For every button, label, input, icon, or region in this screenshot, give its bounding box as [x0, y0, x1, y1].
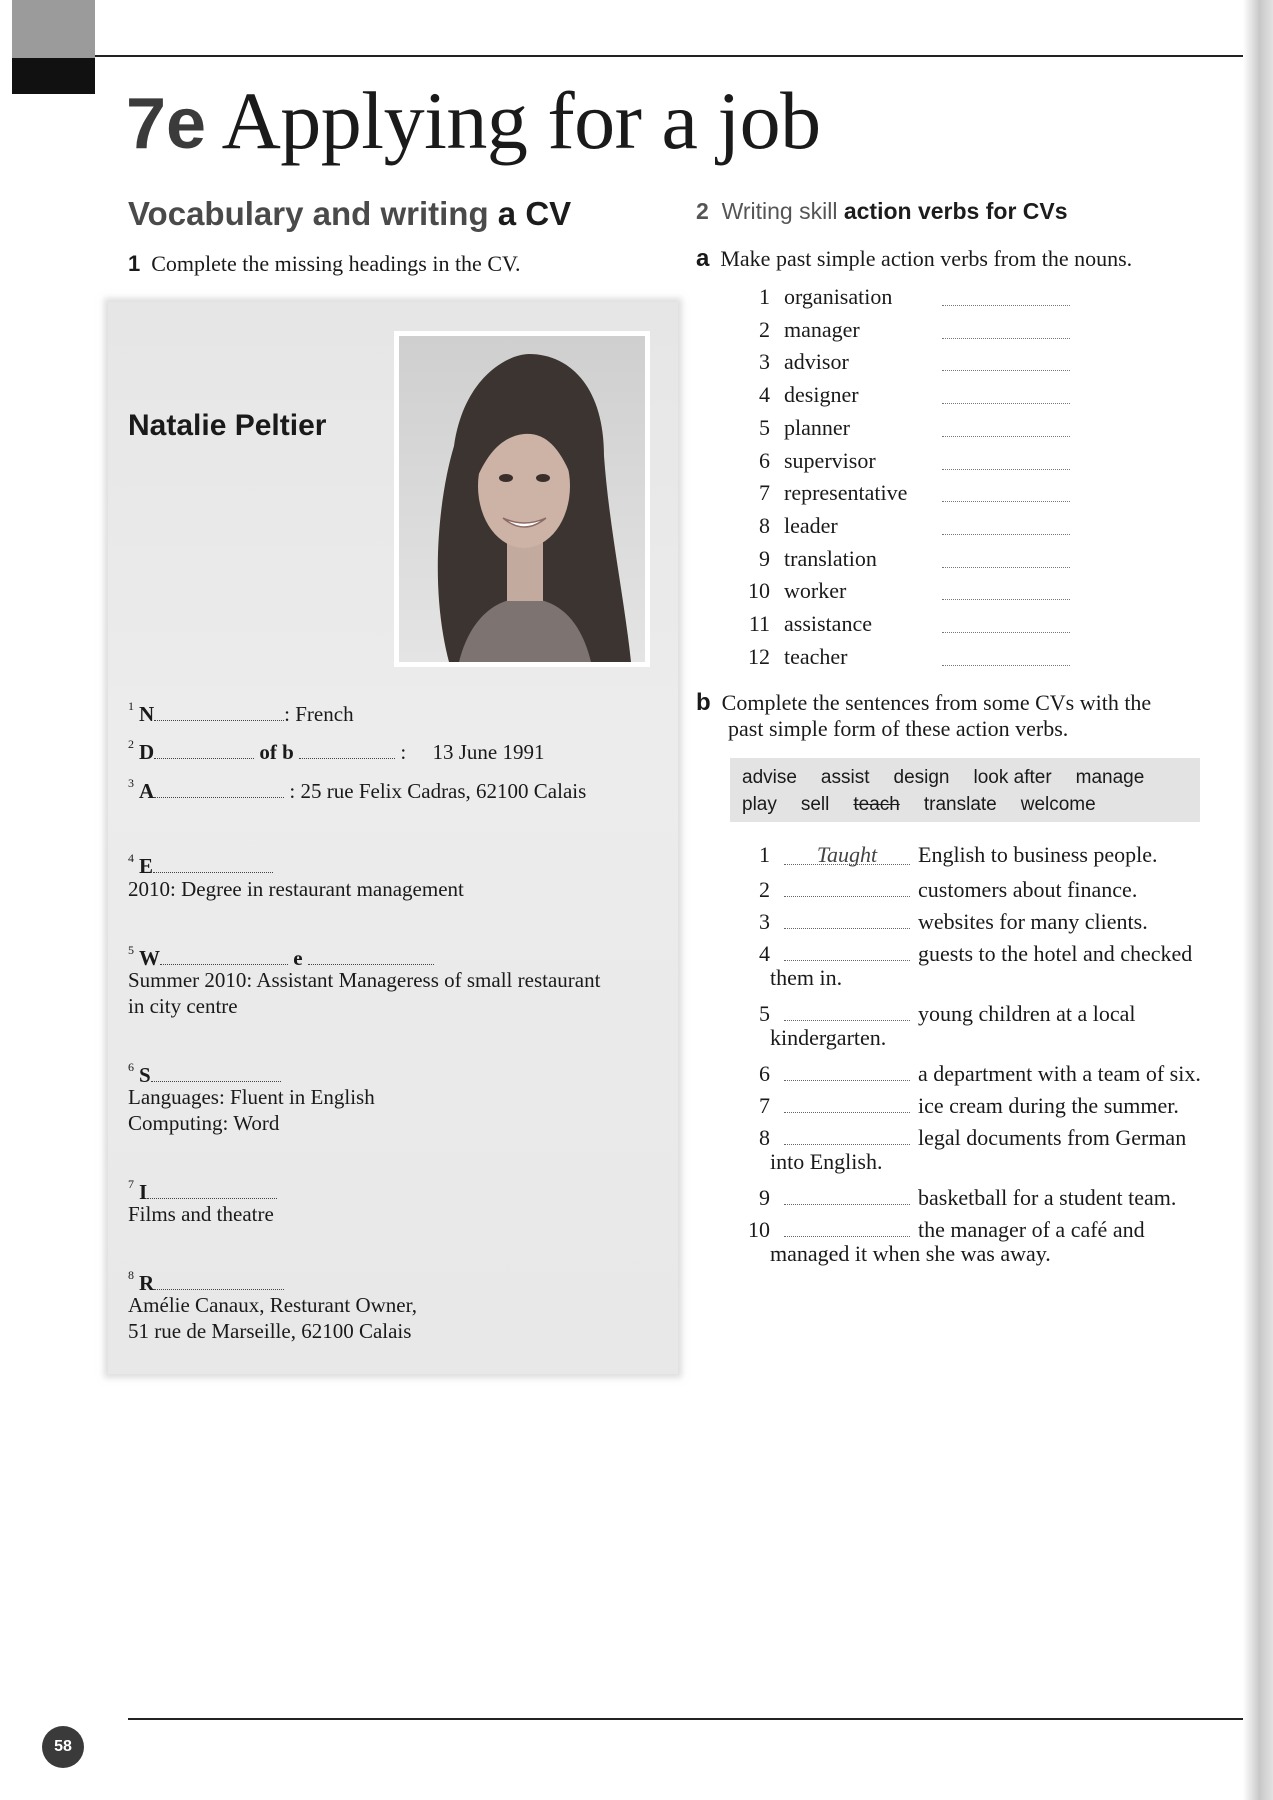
answer-blank[interactable] [784, 998, 910, 1021]
top-rule [95, 55, 1260, 57]
section-heading-light: Vocabulary and writing [128, 195, 498, 232]
noun-item [736, 284, 892, 310]
verb-row-1 [742, 764, 1188, 791]
noun-item [736, 644, 848, 670]
noun-item [736, 611, 872, 637]
cv-nationality-row [128, 696, 354, 727]
heading-blank[interactable] [308, 946, 434, 965]
noun-word: leader [784, 512, 838, 538]
portrait-photo [394, 331, 650, 667]
verb-option: advise [742, 767, 797, 788]
cv-education-text: 2010: Degree in restaurant management [128, 877, 464, 901]
noun-number: 4 [759, 382, 770, 408]
unit-code: 7e [126, 84, 207, 164]
verb-option: sell [800, 794, 830, 815]
noun-item [736, 349, 849, 375]
section-heading-dark: a CV [497, 195, 572, 232]
heading-initial: N [139, 702, 155, 726]
bottom-rule [128, 1718, 1260, 1720]
noun-number: 9 [759, 545, 770, 571]
sentence-number: 2 [759, 877, 770, 902]
sentence-number: 8 [759, 1125, 770, 1150]
noun-item [736, 480, 907, 506]
answer-blank[interactable]: Taught [784, 842, 910, 865]
answer-blank[interactable] [942, 304, 1070, 306]
answer-blank[interactable] [942, 664, 1070, 666]
item-number: 6 [128, 1060, 134, 1074]
answer-blank[interactable] [942, 337, 1070, 339]
page-number: 58 [42, 1726, 84, 1768]
verb-option: design [893, 767, 950, 788]
heading-blank[interactable] [154, 1271, 284, 1290]
sentence-text: customers about finance. [918, 877, 1138, 902]
sentence-item [736, 998, 1135, 1027]
noun-word: assistance [784, 611, 872, 636]
dob-value: 13 June 1991 [432, 740, 545, 764]
noun-item [736, 382, 859, 408]
heading-initial: E [139, 854, 154, 878]
exercise-2-number: 2 [696, 198, 709, 224]
sentence-item [736, 938, 1192, 967]
noun-number: 3 [759, 349, 770, 375]
sentence-number: 9 [759, 1185, 770, 1210]
exercise-1-number: 1 [128, 251, 141, 276]
verb-row-2 [742, 791, 1188, 818]
answer-blank[interactable] [784, 1058, 910, 1081]
answer-blank[interactable] [784, 1090, 910, 1113]
section-heading [128, 195, 571, 233]
answer-blank[interactable] [784, 1214, 910, 1237]
item-number: 4 [128, 851, 134, 865]
heading-initial: A [139, 779, 155, 803]
heading-initial: D [139, 740, 155, 764]
answer-blank[interactable] [942, 631, 1070, 633]
heading-blank[interactable] [154, 702, 284, 721]
sentence-number: 3 [759, 909, 770, 934]
sentence-text: guests to the hotel and checked [918, 941, 1193, 966]
exercise-2b-letter: b [696, 689, 711, 716]
answer-blank[interactable] [942, 369, 1070, 371]
noun-item [736, 513, 838, 539]
sentence-item [736, 906, 1148, 935]
heading-initial: S [139, 1063, 151, 1087]
answer-blank[interactable] [942, 598, 1070, 600]
heading-initial: R [139, 1271, 155, 1295]
exercise-1-instruction [128, 251, 521, 277]
address-value: : 25 rue Felix Cadras, 62100 Calais [289, 779, 587, 803]
answer-blank[interactable] [784, 1122, 910, 1145]
verb-option: teach [853, 794, 900, 815]
cv-address-row [128, 773, 586, 804]
noun-number: 5 [759, 414, 770, 440]
noun-number: 8 [759, 512, 770, 538]
answer-blank[interactable] [942, 533, 1070, 535]
sentence-item [736, 1090, 1179, 1119]
noun-word: teacher [784, 643, 848, 669]
answer-blank[interactable] [942, 435, 1070, 437]
sentence-continuation: into English. [770, 1149, 883, 1174]
sentence-text: English to business people. [918, 842, 1158, 867]
sentence-continuation: kindergarten. [770, 1025, 887, 1050]
item-number: 5 [128, 943, 134, 957]
heading-initial: W [139, 946, 160, 970]
heading-blank[interactable] [154, 779, 284, 798]
cv-name: Natalie Peltier [128, 409, 327, 442]
heading-blank[interactable] [147, 1180, 277, 1199]
sentence-number: 10 [748, 1217, 770, 1242]
verb-option: play [742, 794, 777, 815]
answer-blank[interactable] [784, 1182, 910, 1205]
noun-word: manager [784, 316, 860, 342]
verb-option: manage [1075, 767, 1145, 788]
dob-colon: : [400, 740, 407, 764]
sentence-text: websites for many clients. [918, 909, 1148, 934]
page-gutter-shadow [1243, 0, 1273, 1800]
noun-item [736, 448, 876, 474]
page-title [126, 75, 821, 166]
verb-option: assist [820, 767, 870, 788]
portrait-icon [399, 336, 645, 662]
sentence-continuation: managed it when she was away. [770, 1241, 1051, 1266]
sentence-text: ice cream during the summer. [918, 1093, 1179, 1118]
answer-blank[interactable] [784, 874, 910, 897]
sentence-text: young children at a local [918, 1001, 1136, 1026]
item-number: 3 [128, 776, 134, 790]
heading-blank[interactable] [154, 740, 254, 759]
unit-title: Applying for a job [221, 75, 821, 166]
heading-middle: e [293, 946, 303, 970]
cv-dob-row [128, 734, 544, 765]
noun-item [736, 578, 846, 604]
noun-item [736, 317, 860, 343]
answer-blank[interactable] [942, 468, 1070, 470]
noun-word: representative [784, 480, 908, 506]
nationality-value: : French [284, 702, 354, 726]
answer-blank[interactable] [942, 500, 1070, 502]
exercise-2a-instruction [696, 246, 1132, 272]
noun-number: 7 [759, 480, 770, 506]
verb-word-box [730, 758, 1200, 822]
noun-word: translation [784, 545, 877, 571]
exercise-1-text: Complete the missing headings in the CV. [151, 251, 521, 276]
heading-blank[interactable] [151, 1063, 281, 1082]
sentence-number: 5 [759, 1001, 770, 1026]
sentence-number: 1 [759, 842, 770, 867]
sentence-text: legal documents from German [918, 1125, 1187, 1150]
noun-number: 6 [759, 447, 770, 473]
sentence-number: 4 [759, 941, 770, 966]
noun-word: supervisor [784, 447, 876, 473]
cv-interests-text: Films and theatre [128, 1202, 274, 1226]
noun-word: designer [784, 382, 859, 408]
noun-word: organisation [784, 284, 893, 309]
corner-tab-black [12, 58, 95, 94]
exercise-2-heading [696, 198, 1068, 225]
heading-initial: I [139, 1180, 148, 1204]
answer-blank[interactable] [784, 906, 910, 929]
sentence-item [736, 1182, 1176, 1211]
cv-work-text-1: Summer 2010: Assistant Manageress of small restaurant [128, 968, 601, 992]
answer-blank[interactable] [942, 566, 1070, 568]
cv-references-text-1: Amélie Canaux, Resturant Owner, [128, 1293, 417, 1317]
verb-option: translate [923, 794, 997, 815]
noun-number: 1 [759, 284, 770, 309]
noun-number: 10 [748, 578, 770, 604]
cv-skills-text-2: Computing: Word [128, 1111, 280, 1135]
noun-word: planner [784, 414, 850, 440]
exercise-2b-text-1: Complete the sentences from some CVs with the [721, 690, 1152, 715]
answer-blank[interactable] [784, 938, 910, 961]
verb-option: look after [973, 767, 1052, 788]
sentence-number: 6 [759, 1061, 770, 1086]
exercise-2b-text-2: past simple form of these action verbs. [728, 716, 1069, 741]
heading-blank[interactable] [160, 946, 288, 965]
item-number: 7 [128, 1177, 134, 1191]
noun-word: advisor [784, 349, 849, 375]
exercise-2b-instruction [696, 690, 1151, 716]
sentence-continuation: them in. [770, 965, 843, 990]
item-number: 1 [128, 699, 134, 713]
item-number: 2 [128, 737, 134, 751]
cv-skills-text-1: Languages: Fluent in English [128, 1085, 375, 1109]
noun-number: 12 [748, 643, 770, 669]
sentence-text: a department with a team of six. [918, 1061, 1201, 1086]
heading-blank[interactable] [153, 854, 273, 873]
exercise-2a-letter: a [696, 245, 710, 272]
noun-item [736, 546, 877, 572]
cv-references-text-2: 51 rue de Marseille, 62100 Calais [128, 1319, 412, 1343]
exercise-2-heading-dark: action verbs for CVs [843, 198, 1068, 224]
sentence-text: basketball for a student team. [918, 1185, 1177, 1210]
heading-middle: of b [259, 740, 294, 764]
sentence-item [736, 1122, 1186, 1151]
verb-option: welcome [1020, 794, 1096, 815]
noun-word: worker [784, 578, 847, 604]
sentence-item [736, 1214, 1145, 1243]
sentence-item [736, 1058, 1201, 1087]
noun-item [736, 415, 850, 441]
item-number: 8 [128, 1268, 134, 1282]
answer-blank[interactable] [942, 402, 1070, 404]
cv-work-text-2: in city centre [128, 994, 238, 1018]
exercise-2a-text: Make past simple action verbs from the nouns. [720, 246, 1133, 271]
corner-tab-grey [12, 0, 95, 58]
sentence-number: 7 [759, 1093, 770, 1118]
heading-blank[interactable] [299, 740, 395, 759]
sentence-item [736, 874, 1137, 903]
sentence-text: the manager of a café and [918, 1217, 1145, 1242]
cv-education-heading [128, 848, 273, 879]
noun-number: 11 [748, 611, 770, 636]
sentence-item [736, 842, 1158, 868]
noun-number: 2 [759, 316, 770, 342]
exercise-2-heading-light: Writing skill [721, 198, 838, 224]
